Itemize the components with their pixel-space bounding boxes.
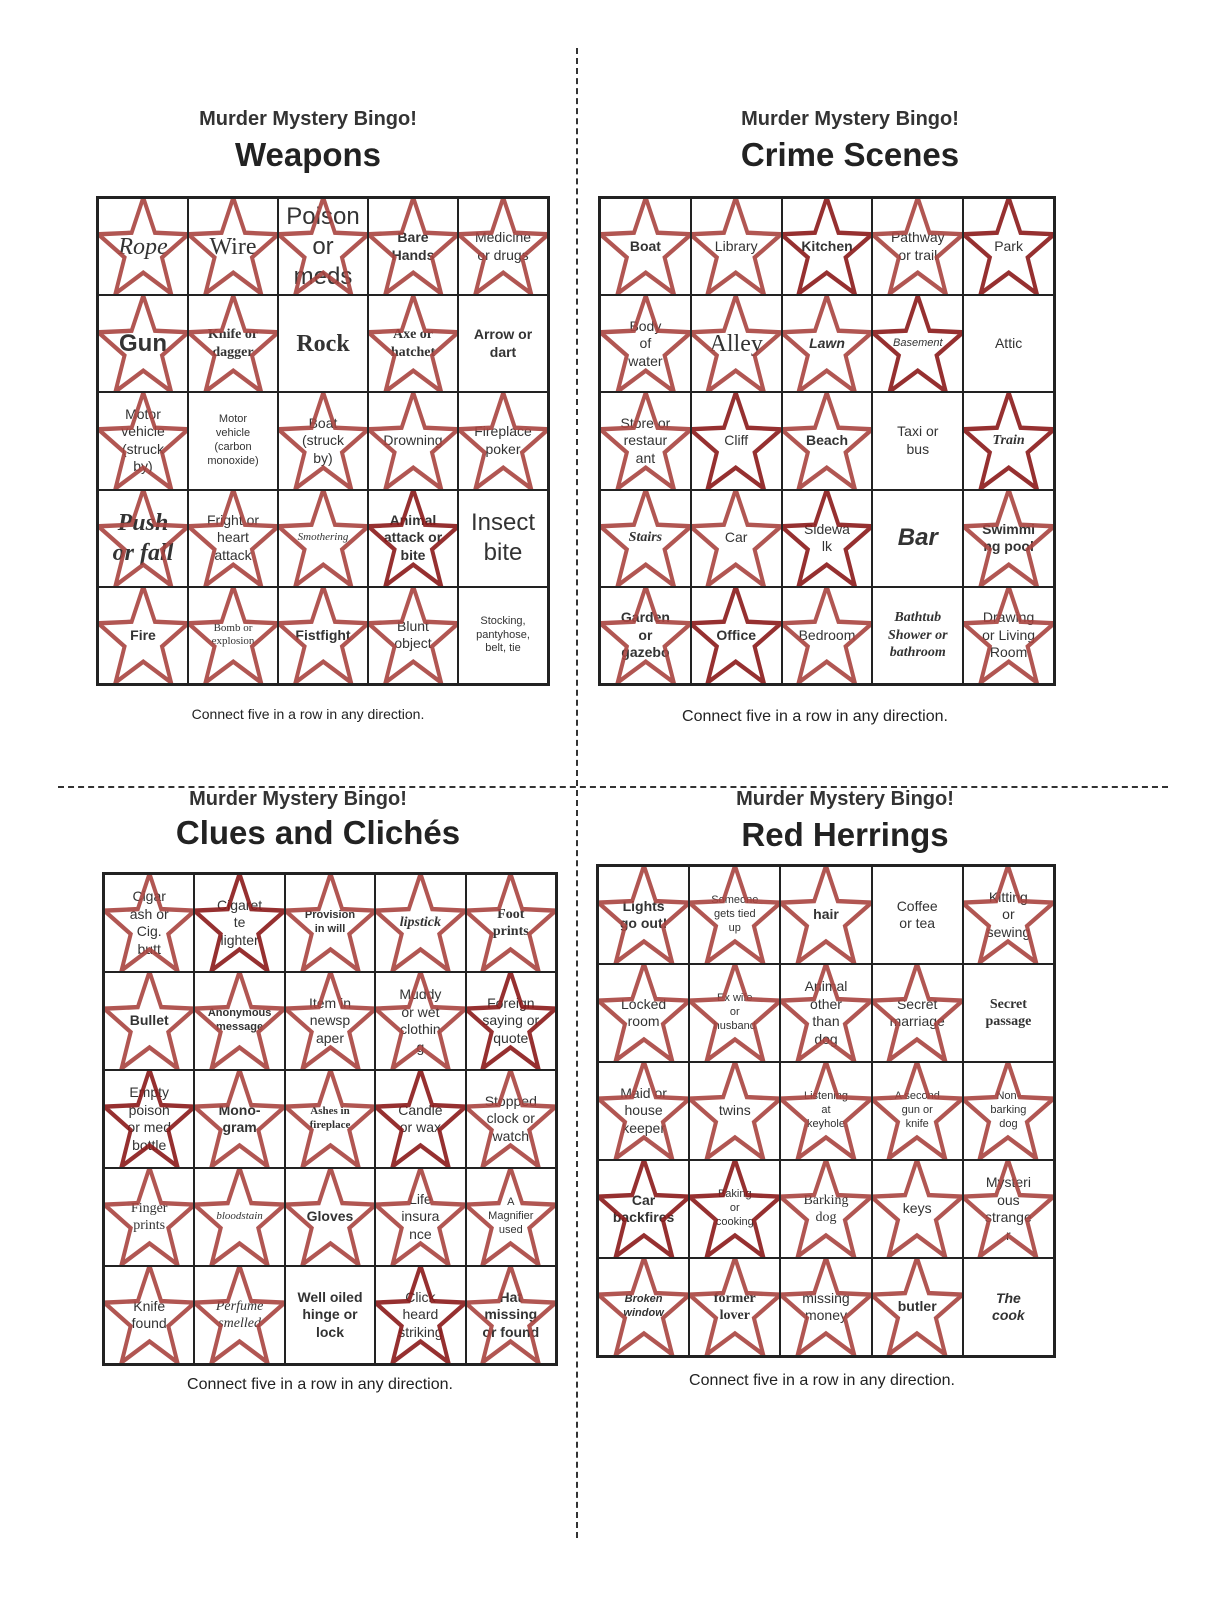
bingo-square <box>872 1062 963 1160</box>
bingo-grid <box>102 872 558 1366</box>
bingo-square <box>375 972 465 1070</box>
bingo-square-text: Rope <box>118 233 168 260</box>
bingo-square-text: Bathtub Shower or bathroom <box>888 610 948 661</box>
card-subtitle: Murder Mystery Bingo! <box>741 108 959 130</box>
bingo-square-text: Bedroom <box>798 626 856 643</box>
bingo-square-text: Taxi or bus <box>897 423 939 457</box>
card-instructions: Connect five in a row in any direction. <box>191 706 425 722</box>
bingo-square <box>98 490 188 587</box>
bingo-square-text: Cliff <box>724 432 749 449</box>
bingo-square-text: Motor vehicle (struck by) <box>121 405 165 475</box>
bingo-square <box>278 490 368 587</box>
bingo-square-text: Bullet <box>129 1012 169 1029</box>
bingo-square <box>188 392 278 489</box>
bingo-square <box>458 198 548 295</box>
bingo-square <box>872 392 963 489</box>
card-subtitle: Murder Mystery Bingo! <box>736 788 954 810</box>
bingo-square <box>600 392 691 489</box>
bingo-square-text: Stairs <box>628 530 663 546</box>
bingo-square-text: Provision in will <box>304 909 356 935</box>
bingo-square <box>691 587 782 684</box>
bingo-square-text: Park <box>994 237 1023 254</box>
bingo-square-text: Drawing or Living Room <box>982 609 1036 661</box>
bingo-square <box>598 866 689 964</box>
bingo-square <box>368 198 458 295</box>
bingo-square <box>872 295 963 392</box>
bingo-square-text: Boat (struck by) <box>302 414 344 466</box>
bingo-square-text: Gloves <box>306 1208 354 1225</box>
bingo-square-text: Blunt object <box>394 617 432 652</box>
bingo-square <box>872 1160 963 1258</box>
bingo-square <box>782 198 873 295</box>
bingo-square-text: Cigar ash or Cig. butt <box>129 888 169 957</box>
bingo-square <box>194 972 284 1070</box>
bingo-square-text: missing money <box>802 1289 850 1323</box>
bingo-square <box>689 1258 780 1356</box>
bingo-square-text: Kitting or sewing <box>986 888 1031 940</box>
bingo-square-text: Pathway or trail <box>890 229 945 263</box>
bingo-square-text: A Magnifier used <box>488 1196 534 1236</box>
bingo-square-text: Boat <box>629 237 661 254</box>
bingo-square <box>368 490 458 587</box>
bingo-square <box>691 392 782 489</box>
bingo-square <box>872 587 963 684</box>
bingo-square <box>466 1168 556 1266</box>
bingo-square-text: Train <box>992 433 1025 449</box>
card-subtitle: Murder Mystery Bingo! <box>199 108 417 130</box>
bingo-square <box>104 1266 194 1364</box>
bingo-square <box>689 1160 780 1258</box>
bingo-square <box>285 874 375 972</box>
bingo-square <box>188 295 278 392</box>
bingo-square-text: keys <box>902 1200 932 1217</box>
bingo-square <box>600 295 691 392</box>
bingo-square <box>194 874 284 972</box>
bingo-square-text: Non- barking dog <box>990 1090 1027 1130</box>
bingo-square <box>188 587 278 684</box>
card-instructions: Connect five in a row in any direction. <box>682 708 948 725</box>
bingo-square-text: Stopped clock or watch <box>484 1092 537 1144</box>
bingo-square <box>782 490 873 587</box>
bingo-square-text: Poison or meds <box>286 202 360 290</box>
bingo-square-text: Anonymous message <box>207 1007 272 1033</box>
bingo-square <box>98 392 188 489</box>
bingo-square-text: Fistfight <box>295 626 351 643</box>
bingo-square <box>375 1266 465 1364</box>
bingo-square <box>458 295 548 392</box>
bingo-square <box>780 964 871 1062</box>
bingo-square <box>780 1258 871 1356</box>
card-title: Red Herrings <box>741 816 949 853</box>
bingo-square-text: Coffee or tea <box>896 897 938 931</box>
bingo-square-text: Barking dog <box>803 1192 849 1225</box>
card-title: Clues and Clichés <box>175 814 461 851</box>
bingo-square-text: Empty poison or med bottle <box>127 1084 171 1153</box>
bingo-square <box>194 1070 284 1168</box>
bingo-square <box>780 1160 871 1258</box>
bingo-square <box>98 198 188 295</box>
bingo-square <box>466 972 556 1070</box>
bingo-square <box>194 1266 284 1364</box>
bingo-square <box>691 490 782 587</box>
bingo-square-text: Item in newsp aper <box>308 994 351 1046</box>
bingo-square <box>278 392 368 489</box>
bingo-square <box>458 587 548 684</box>
bingo-square-text: Bar <box>897 524 938 552</box>
bingo-square <box>285 1168 375 1266</box>
bingo-square <box>963 392 1054 489</box>
bingo-square-text: Motor vehicle (carbon monoxide) <box>207 413 259 467</box>
bingo-card-crime-scenes <box>590 96 1110 746</box>
bingo-square <box>285 1266 375 1364</box>
bingo-square <box>375 1070 465 1168</box>
bingo-square <box>598 964 689 1062</box>
bingo-square <box>963 295 1054 392</box>
bingo-square <box>598 1258 689 1356</box>
bingo-square-text: Baking or cooking <box>715 1188 754 1228</box>
bingo-square <box>689 1062 780 1160</box>
bingo-square-text: former lover <box>713 1290 756 1323</box>
bingo-square-text: Lights go out! <box>619 897 668 931</box>
bingo-square-text: bloodstain <box>216 1210 263 1223</box>
bingo-square <box>963 1062 1054 1160</box>
bingo-square-text: Drowning <box>383 432 443 449</box>
bingo-square <box>872 198 963 295</box>
bingo-square-text: Office <box>716 626 757 643</box>
bingo-square-text: A second gun or knife <box>894 1090 940 1130</box>
bingo-square-text: Basement <box>893 336 943 349</box>
card-instructions: Connect five in a row in any direction. <box>689 1372 955 1389</box>
bingo-square <box>598 1062 689 1160</box>
bingo-card-clues-and-cliches <box>58 776 598 1426</box>
bingo-square <box>782 295 873 392</box>
bingo-square <box>689 866 780 964</box>
bingo-square-text: The cook <box>992 1289 1025 1323</box>
bingo-square-text: Ex wife or husband <box>713 992 756 1032</box>
bingo-square-text: Medicine or drugs <box>474 229 532 263</box>
bingo-square-text: Swimmi ng pool <box>982 520 1036 555</box>
bingo-square <box>458 490 548 587</box>
bingo-square-text: Ashes in fireplace <box>309 1105 351 1131</box>
bingo-square-text: Bare Hands <box>391 229 435 263</box>
bingo-square-text: Fireplace poker <box>474 423 532 457</box>
bingo-square-text: Car backfires <box>612 1191 675 1225</box>
bingo-square-text: lipstick <box>399 915 441 931</box>
bingo-square-text: Maid or house keeper <box>620 1084 667 1136</box>
bingo-square-text: Finger prints <box>130 1200 168 1233</box>
bingo-square <box>98 295 188 392</box>
bingo-square-text: hair <box>813 906 839 923</box>
bingo-square-text: Broken window <box>623 1293 664 1319</box>
bingo-square <box>98 587 188 684</box>
bingo-square-text: Secret passage <box>985 996 1032 1029</box>
bingo-square-text: Foreign saying or quote <box>482 994 540 1046</box>
card-subtitle: Murder Mystery Bingo! <box>189 788 407 810</box>
bingo-square <box>285 1070 375 1168</box>
bingo-square <box>598 1160 689 1258</box>
bingo-square <box>691 198 782 295</box>
bingo-square-text: butler <box>897 1298 937 1315</box>
bingo-square <box>600 490 691 587</box>
bingo-square <box>278 198 368 295</box>
bingo-square-text: Library <box>714 237 758 254</box>
bingo-grid <box>596 864 1056 1358</box>
bingo-square <box>368 392 458 489</box>
bingo-square-text: Locked room <box>621 995 667 1029</box>
card-instructions: Connect five in a row in any direction. <box>187 1376 453 1393</box>
bingo-square <box>466 1070 556 1168</box>
bingo-square <box>872 866 963 964</box>
bingo-square <box>104 1168 194 1266</box>
bingo-square <box>963 964 1054 1062</box>
bingo-square <box>872 964 963 1062</box>
bingo-square-text: Kitchen <box>801 237 853 254</box>
bingo-square-text: Click heard striking <box>398 1288 443 1340</box>
bingo-square <box>963 198 1054 295</box>
bingo-square-text: Mysteri ous strange r <box>985 1174 1032 1243</box>
bingo-square-text: Fire <box>130 626 156 643</box>
bingo-square <box>194 1168 284 1266</box>
bingo-square <box>600 198 691 295</box>
bingo-square-text: Perfume smelled <box>215 1298 264 1331</box>
bingo-square <box>782 392 873 489</box>
bingo-square-text: Stocking, pantyhose, belt, tie <box>476 614 530 655</box>
bingo-square-text: Gun <box>119 329 167 357</box>
card-title: Weapons <box>234 136 382 173</box>
bingo-square-text: Secret marriage <box>889 995 945 1029</box>
bingo-square <box>600 587 691 684</box>
bingo-square-text: Animal attack or bite <box>383 511 443 563</box>
bingo-square-text: Arrow or dart <box>473 326 533 360</box>
bingo-square <box>104 972 194 1070</box>
bingo-square <box>375 874 465 972</box>
bingo-square-text: Someone gets tied up <box>711 894 759 934</box>
bingo-square <box>278 587 368 684</box>
bingo-square <box>963 1258 1054 1356</box>
bingo-square-text: Life insura nce <box>401 1190 440 1242</box>
bingo-square <box>368 295 458 392</box>
bingo-square <box>782 587 873 684</box>
bingo-square-text: Hat missing or found <box>482 1288 540 1340</box>
bingo-square <box>104 1070 194 1168</box>
card-title: Crime Scenes <box>740 136 960 173</box>
bingo-square-text: Insect bite <box>470 509 536 567</box>
bingo-square-text: Body of water <box>628 317 663 369</box>
bingo-square <box>458 392 548 489</box>
bingo-square-text: Alley <box>709 330 763 357</box>
bingo-square <box>780 866 871 964</box>
bingo-square <box>278 295 368 392</box>
bingo-square-text: Push or fall <box>112 510 174 567</box>
bingo-square-text: Car <box>724 529 748 546</box>
bingo-square <box>963 490 1054 587</box>
bingo-square-text: Sidewa lk <box>804 520 850 555</box>
bingo-square-text: Attic <box>994 335 1023 352</box>
bingo-grid <box>96 196 550 686</box>
bingo-square-text: Lawn <box>809 335 845 352</box>
bingo-square <box>963 1160 1054 1258</box>
bingo-square-text: Garden or gazebo <box>620 609 670 661</box>
bingo-square <box>188 198 278 295</box>
bingo-square-text: Fright or heart attack <box>206 511 260 563</box>
bingo-square-text: Beach <box>805 432 848 449</box>
bingo-square-text: Rock <box>296 330 350 357</box>
bingo-square-text: Wire <box>209 233 257 260</box>
bingo-square-text: Store or restaur ant <box>620 414 671 466</box>
bingo-square <box>872 490 963 587</box>
bingo-square <box>285 972 375 1070</box>
bingo-square <box>780 1062 871 1160</box>
bingo-square-text: Cigaret te lighter <box>217 896 263 948</box>
bingo-square-text: Well oiled hinge or lock <box>297 1288 363 1340</box>
bingo-square-text: Axe or hatchet <box>390 327 436 360</box>
bingo-square <box>466 1266 556 1364</box>
bingo-square <box>689 964 780 1062</box>
bingo-square-text: Smothering <box>297 531 349 544</box>
bingo-square <box>963 866 1054 964</box>
bingo-square-text: Foot prints <box>492 906 529 939</box>
bingo-square-text: Bomb or explosion <box>211 621 255 648</box>
bingo-square <box>691 295 782 392</box>
bingo-square-text: Animal other than dog <box>804 978 848 1047</box>
bingo-card-red-herrings <box>590 776 1110 1426</box>
bingo-square-text: Knife or dagger <box>207 327 259 360</box>
bingo-square <box>368 587 458 684</box>
bingo-square-text: Candle or wax <box>398 1101 443 1135</box>
bingo-square-text: Muddy or wet clothin g <box>399 986 442 1055</box>
bingo-square-text: Knife found <box>131 1297 167 1331</box>
bingo-card-weapons <box>58 96 558 746</box>
bingo-square-text: twins <box>718 1102 751 1119</box>
bingo-square <box>104 874 194 972</box>
bingo-square-text: Mono- gram <box>218 1101 261 1135</box>
bingo-square-text: Listening at keyhole <box>803 1090 849 1130</box>
bingo-square <box>375 1168 465 1266</box>
bingo-square <box>466 874 556 972</box>
bingo-square <box>872 1258 963 1356</box>
bingo-square <box>963 587 1054 684</box>
bingo-square <box>188 490 278 587</box>
bingo-grid <box>598 196 1056 686</box>
